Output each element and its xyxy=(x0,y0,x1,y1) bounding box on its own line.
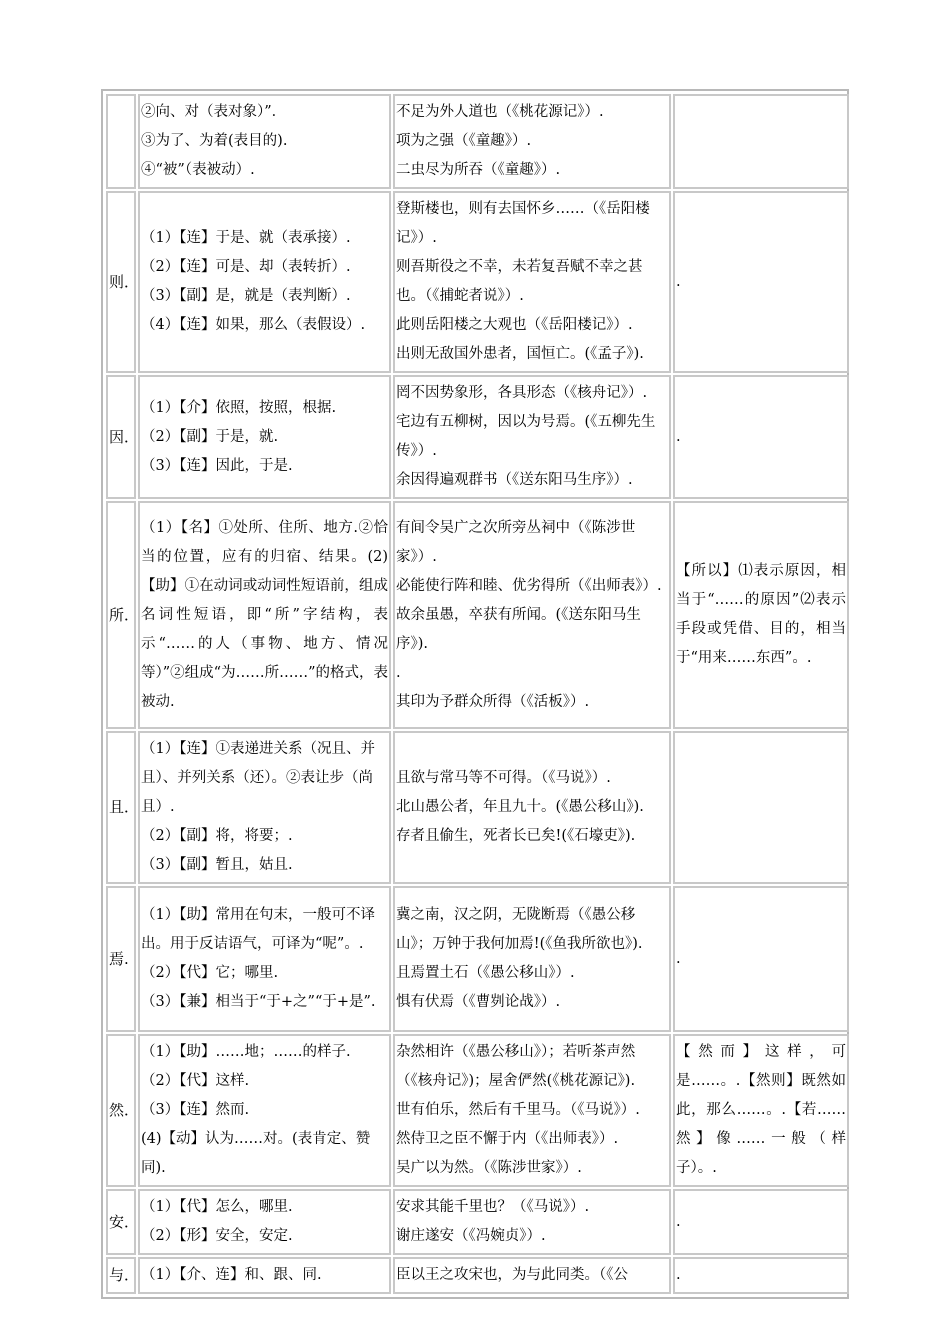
word-cell: 所． xyxy=(106,501,136,729)
word-cell: 与． xyxy=(106,1257,136,1294)
example-line: 北山愚公者，年且九十。(《愚公移山》). xyxy=(396,799,644,815)
example-cell xyxy=(393,375,671,499)
meaning-cell xyxy=(138,1034,391,1187)
meaning-cell xyxy=(138,1257,391,1294)
example-line: 有间令吴广之次所旁丛祠中（《陈涉世家》）. xyxy=(396,519,636,565)
meaning-line: ②向、对（表对象）”． xyxy=(141,104,287,120)
meaning-line: （4）【连】如果，那么（表假设）. xyxy=(141,317,366,333)
meaning-line: (4)【动】认为……对。(表肯定、赞同). xyxy=(141,1131,371,1176)
example-line: 谢庄遂安（《冯婉贞》）. xyxy=(396,1228,546,1244)
meaning-line: ④“被”（表被动）. xyxy=(141,162,255,178)
note-cell xyxy=(673,94,849,189)
table-row xyxy=(106,501,849,729)
example-line: 杂然相许（《愚公移山》）；若听茶声然（《核舟记》)；屋舍俨然(《桃花源记》). xyxy=(396,1044,636,1089)
example-line: 惧有伏焉（《曹刿论战》）. xyxy=(396,994,561,1010)
note-cell xyxy=(673,731,849,884)
word-cell: 安． xyxy=(106,1189,136,1255)
example-line: 必能使行阵和睦、优劣得所（《出师表》）. xyxy=(396,577,662,594)
example-line: 罔不因势象形，各具形态（《核舟记》）. xyxy=(396,385,648,401)
meaning-line: （1）【代】怎么，哪里. xyxy=(141,1199,293,1215)
meaning-line: （3）【连】然而. xyxy=(141,1102,250,1118)
example-cell xyxy=(393,191,671,373)
word-cell: 焉. xyxy=(106,886,136,1032)
example-line: 故余虽愚，卒获有所闻。(《送东阳马生序》). xyxy=(396,606,641,652)
example-line: 其印为予群众所得（《活板》）. xyxy=(396,693,590,710)
meaning-cell xyxy=(138,731,391,884)
example-cell xyxy=(393,886,671,1032)
meaning-line: ③为了、为着(表目的). xyxy=(141,133,288,149)
meaning-line: （2）【代】它；哪里. xyxy=(141,965,279,981)
meaning-line: （2）【形】安全，安定. xyxy=(141,1228,293,1244)
note-text: 【所以】⑴表示原因，相当于“……的原因”⑵表示手段或凭借、目的，相当于“用来……东西”。. xyxy=(676,563,846,666)
table-row xyxy=(106,191,849,373)
example-line: . xyxy=(396,664,401,681)
example-line: 二虫尽为所吞（《童趣》）. xyxy=(396,162,561,178)
meaning-line: （3）【连】因此，于是. xyxy=(141,457,293,474)
meaning-line: （2）【副】将，将要；. xyxy=(141,828,293,844)
example-cell xyxy=(393,1034,671,1187)
meaning-line: （2）【连】可是、却（表转折）. xyxy=(141,259,351,275)
example-cell xyxy=(393,94,671,189)
word-cell: 然． xyxy=(106,1034,136,1187)
example-line: 余因得遍观群书（《送东阳马生序》）. xyxy=(396,472,633,488)
example-line: 不足为外人道也（《桃花源记》）. xyxy=(396,104,604,120)
meaning-text: （1）【名】①处所、住所、地方.②恰当的位置，应有的归宿、结果。(2)【助】①在动词或动词性短语前，组成名词性短语，即“所”字结构，表示“……的人（事物、地方、情况等）”②组成“为……所……”的格式，表被动. xyxy=(141,519,388,710)
word-cell: 且． xyxy=(106,731,136,884)
meaning-line: （1）【介、连】和、跟、同. xyxy=(141,1267,322,1283)
example-line: 出则无敌国外患者，国恒亡。(《孟子》). xyxy=(396,346,644,362)
example-line: 冀之南，汉之阴，无陇断焉（《愚公移山》；万钟于我何加焉!(《鱼我所欲也》). xyxy=(396,907,643,952)
meaning-line: （1）【助】……地；……的样子. xyxy=(141,1044,351,1060)
note-cell: . xyxy=(673,1189,849,1255)
note-cell: . xyxy=(673,886,849,1032)
note-cell: . xyxy=(673,191,849,373)
meaning-line: （2）【副】于是，就. xyxy=(141,428,279,445)
meaning-line: （1）【介】依照，按照，根据. xyxy=(141,399,337,416)
example-line: 此则岳阳楼之大观也（《岳阳楼记》）. xyxy=(396,317,633,333)
example-cell xyxy=(393,731,671,884)
meaning-cell xyxy=(138,886,391,1032)
meaning-line: （3）【副】暂且，姑且. xyxy=(141,857,293,873)
dictionary-table-frame xyxy=(101,89,849,1299)
table-row xyxy=(106,731,849,884)
meaning-line: （3）【副】是，就是（表判断）. xyxy=(141,288,351,304)
note-cell: . xyxy=(673,1257,849,1294)
meaning-cell xyxy=(138,191,391,373)
example-cell xyxy=(393,501,671,729)
example-line: 然侍卫之臣不懈于内（《出师表》）. xyxy=(396,1131,619,1147)
table-row xyxy=(106,1034,849,1187)
example-line: 且欲与常马等不可得。（《马说》）. xyxy=(396,770,611,786)
table-row xyxy=(106,886,849,1032)
table-row xyxy=(106,94,849,189)
example-line: 项为之强（《童趣》）. xyxy=(396,133,532,149)
meaning-cell xyxy=(138,94,391,189)
meaning-cell xyxy=(138,1189,391,1255)
function-words-table xyxy=(104,92,851,1296)
example-line: 世有伯乐，然后有千里马。（《马说》）. xyxy=(396,1102,640,1118)
meaning-line: （3）【兼】相当于“于+之”“于+是”. xyxy=(141,994,376,1010)
example-line: 则吾斯役之不幸，未若复吾赋不幸之甚也。（《捕蛇者说》）. xyxy=(396,259,643,304)
meaning-line: （1）【连】①表递进关系（况且、并且）、并列关系（还）。②表让步（尚且）. xyxy=(141,741,375,815)
example-cell xyxy=(393,1257,671,1294)
meaning-cell xyxy=(138,375,391,499)
meaning-line: （1）【连】于是、就（表承接）. xyxy=(141,230,351,246)
table-row xyxy=(106,375,849,499)
word-cell xyxy=(106,94,136,189)
example-line: 臣以王之攻宋也，为与此同类。（《公 xyxy=(396,1267,628,1283)
note-text: 【然而】这样，可是……。.【然则】既然如此，那么……。.【若……然】像……一般（样子）。. xyxy=(676,1044,846,1176)
note-cell xyxy=(673,1034,849,1187)
meaning-line: （2）【代】这样. xyxy=(141,1073,250,1089)
word-cell: 因． xyxy=(106,375,136,499)
note-cell: . xyxy=(673,375,849,499)
example-line: 登斯楼也，则有去国怀乡……（《岳阳楼记》）. xyxy=(396,201,650,246)
example-line: 安求其能千里也？（《马说》）. xyxy=(396,1199,590,1215)
example-line: 存者且偷生，死者长已矣!(《石壕吏》). xyxy=(396,828,636,844)
example-cell xyxy=(393,1189,671,1255)
table-row xyxy=(106,1257,849,1294)
meaning-line: （1）【助】常用在句末，一般可不译出。用于反诘语气，可译为“呢”。. xyxy=(141,907,375,952)
example-line: 且焉置土石（《愚公移山》）. xyxy=(396,965,575,981)
word-cell: 则． xyxy=(106,191,136,373)
meaning-cell xyxy=(138,501,391,729)
note-cell xyxy=(673,501,849,729)
table-row xyxy=(106,1189,849,1255)
example-line: 吴广以为然。（《陈涉世家》）. xyxy=(396,1160,582,1176)
example-line: 宅边有五柳树，因以为号焉。(《五柳先生传》）. xyxy=(396,414,656,459)
